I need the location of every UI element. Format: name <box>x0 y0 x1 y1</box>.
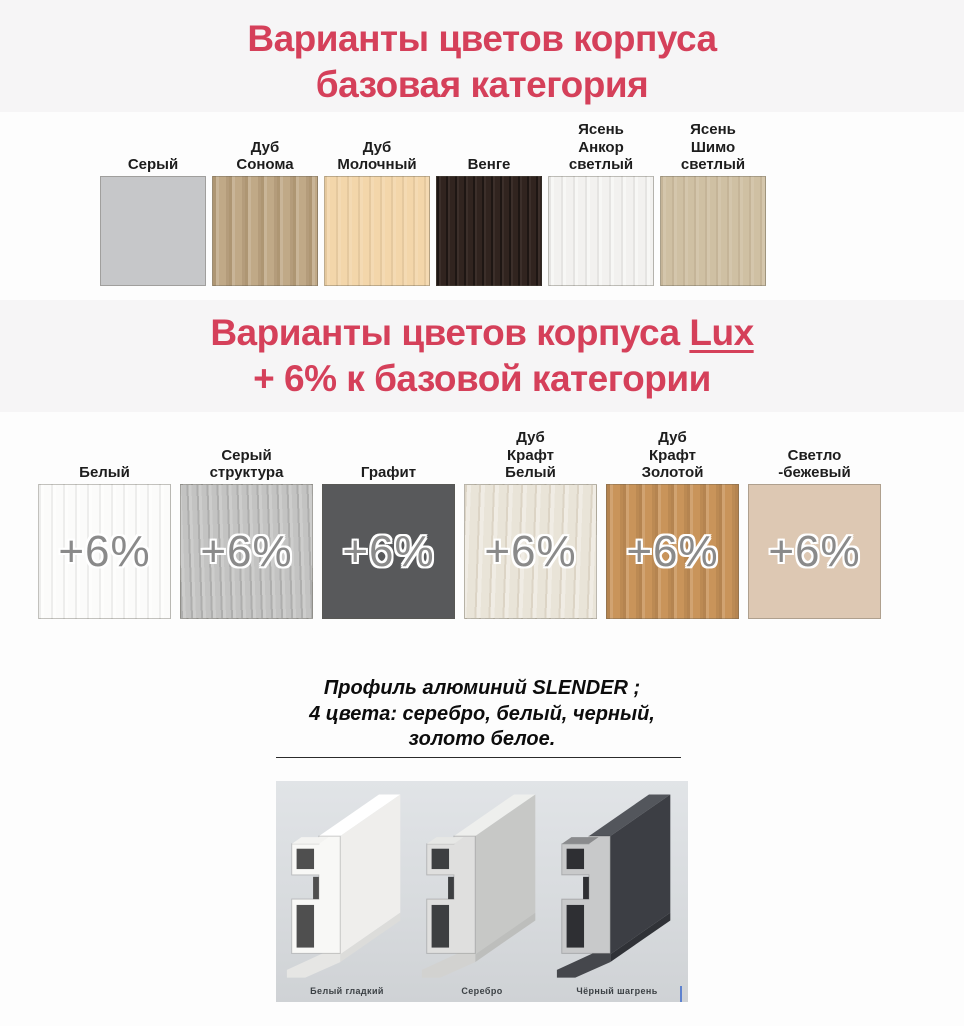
swatch-yasen-ankor <box>548 176 654 286</box>
swatch-grafit <box>322 484 455 619</box>
profile-note-line1: Профиль алюминий SLENDER ; <box>323 677 641 699</box>
lux-category-title <box>0 310 964 402</box>
base-title-line1: Варианты цветов корпуса <box>247 18 717 59</box>
profile-caption-black: Чёрный шагрень <box>576 986 658 996</box>
aluminum-profile-silver-image <box>419 787 545 987</box>
base-swatch-row <box>100 122 766 286</box>
profiles-photo <box>276 781 688 1002</box>
base-category-title <box>0 16 964 108</box>
surcharge-badge: +6% <box>626 526 719 576</box>
swatch-label: Светло -бежевый <box>778 446 851 482</box>
swatch-column-dub-kraft-zolotoy <box>606 418 739 619</box>
profile-figure-silver <box>415 781 549 1002</box>
swatch-label: Дуб Молочный <box>337 138 417 174</box>
surcharge-badge: +6% <box>484 526 577 576</box>
swatch-column-dub-molochny <box>324 122 430 286</box>
swatch-column-yasen-shimo <box>660 122 766 286</box>
profile-figure-black <box>550 781 684 1002</box>
aluminum-profile-black-image <box>554 787 680 987</box>
swatch-column-gray <box>100 122 206 286</box>
profile-note <box>0 676 964 753</box>
divider-line <box>276 757 681 758</box>
swatch-label: Ясень Шимо светлый <box>680 120 746 174</box>
base-title-line2: базовая категория <box>315 63 649 105</box>
swatch-label: Дуб Сонома <box>236 138 294 174</box>
surcharge-badge: +6% <box>342 526 435 576</box>
lux-title-line1 <box>0 310 964 356</box>
profile-note-line2: 4 цвета: серебро, белый, черный, <box>309 702 655 725</box>
swatch-sery-struktura <box>180 484 313 619</box>
swatch-label: Серый <box>127 156 179 174</box>
lux-title-prefix: Варианты цветов корпуса <box>210 312 690 353</box>
swatch-label: Графит <box>360 464 417 482</box>
swatch-column-svetlo-bezhevy <box>748 418 881 619</box>
surcharge-badge: +6% <box>200 526 293 576</box>
lux-link[interactable]: Lux <box>689 312 754 353</box>
swatch-dub-molochny <box>324 176 430 286</box>
swatch-label: Венге <box>467 156 511 174</box>
profile-caption-silver: Серебро <box>461 986 503 996</box>
swatch-dub-kraft-zolotoy <box>606 484 739 619</box>
swatch-venge <box>436 176 542 286</box>
aluminum-profile-white-image <box>284 787 410 987</box>
swatch-column-yasen-ankor <box>548 122 654 286</box>
swatch-column-sery-struktura <box>180 418 313 619</box>
swatch-label: Дуб Крафт Золотой <box>641 428 704 482</box>
profile-figure-white <box>280 781 414 1002</box>
profile-caption-white: Белый гладкий <box>310 986 384 996</box>
swatch-dub-sonoma <box>212 176 318 286</box>
swatch-bely <box>38 484 171 619</box>
swatch-svetlo-bezhevy <box>748 484 881 619</box>
swatch-yasen-shimo <box>660 176 766 286</box>
profile-note-line3: золото белое. <box>408 728 556 751</box>
swatch-column-dub-kraft-bely <box>464 418 597 619</box>
swatch-label: Белый <box>79 464 130 482</box>
swatch-column-grafit <box>322 418 455 619</box>
swatch-column-venge <box>436 122 542 286</box>
swatch-gray <box>100 176 206 286</box>
swatch-label: Дуб Крафт Белый <box>505 428 556 482</box>
swatch-label: Серый структура <box>209 446 284 482</box>
lux-title-line2: + 6% к базовой категории <box>253 357 711 399</box>
surcharge-badge: +6% <box>768 526 861 576</box>
surcharge-badge: +6% <box>58 526 151 576</box>
swatch-label: Ясень Анкор светлый <box>568 120 634 174</box>
swatch-column-bely <box>38 418 171 619</box>
lux-swatch-row <box>38 418 881 619</box>
swatch-column-dub-sonoma <box>212 122 318 286</box>
text-cursor <box>680 986 682 1002</box>
swatch-dub-kraft-bely <box>464 484 597 619</box>
